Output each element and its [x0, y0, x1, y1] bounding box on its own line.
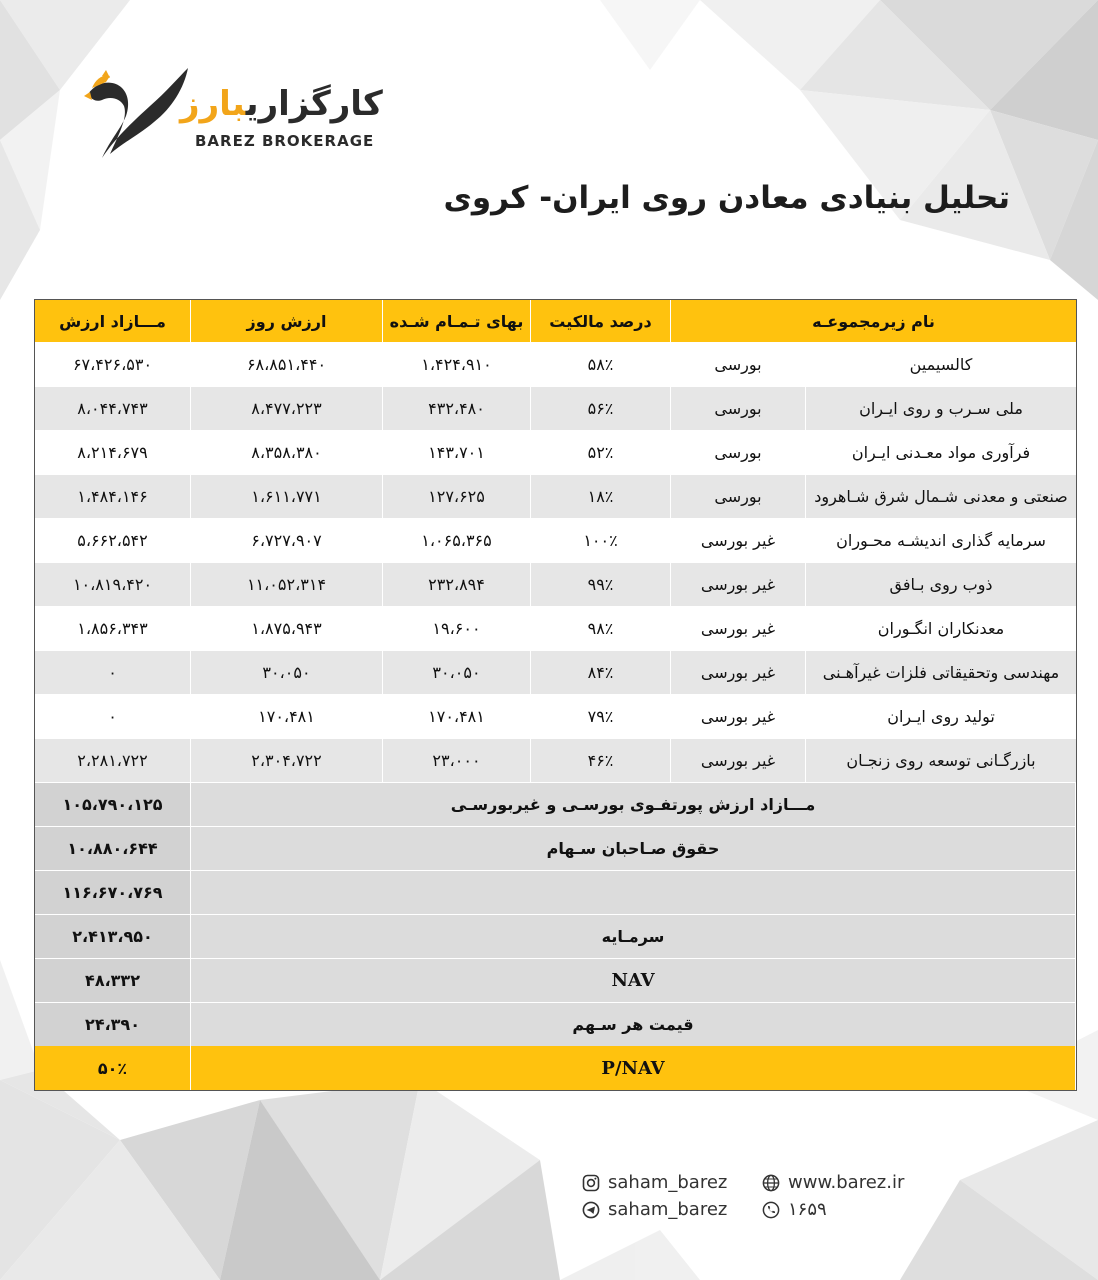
brand-name-fa-accent: بارز	[180, 84, 246, 124]
cell-cost: ۲۳۲،۸۹۴	[383, 563, 531, 606]
cell-day-value: ۱۱،۰۵۲،۳۱۴	[191, 563, 383, 606]
portfolio-surplus-row	[35, 782, 1076, 826]
cell-subsidiary-name: تولید روی ایـران	[887, 707, 995, 726]
cell-day-value: ۸،۴۷۷،۲۲۳	[191, 387, 383, 430]
cell-listing-type: غیر بورسی	[671, 739, 806, 782]
summary-value: ۱۱۶،۶۷۰،۷۶۹	[35, 871, 191, 914]
cell-surplus: ۶۷،۴۲۶،۵۳۰	[35, 343, 191, 386]
cell-day-value: ۱۷۰،۴۸۱	[191, 695, 383, 738]
cell-listing-type: غیر بورسی	[671, 519, 806, 562]
cell-subsidiary-name: فرآوری مواد معـدنی ایـران	[851, 443, 1031, 462]
nav-row	[35, 958, 1076, 1002]
cell-surplus: ۲،۲۸۱،۷۲۲	[35, 739, 191, 782]
table-row	[35, 562, 1076, 606]
instagram-handle: saham_barez	[608, 1172, 728, 1193]
cell-day-value: ۱،۶۱۱،۷۷۱	[191, 475, 383, 518]
summary-value: ۱۰۵،۷۹۰،۱۲۵	[35, 783, 191, 826]
cell-cost: ۱۷۰،۴۸۱	[383, 695, 531, 738]
table-row	[35, 386, 1076, 430]
equity-row	[35, 826, 1076, 870]
cell-listing-type: بورسی	[671, 343, 806, 386]
header-surplus: مـــازاد ارزش	[35, 300, 191, 342]
pnav-label: P/NAV	[191, 1046, 1076, 1090]
pnav-value: ۵۰٪	[35, 1046, 191, 1090]
cell-listing-type: غیر بورسی	[671, 651, 806, 694]
phone-icon	[762, 1201, 780, 1219]
table-header-row	[35, 300, 1076, 342]
summary-label: مـــازاد ارزش پورتفـوی بورسـی و غیربورسـی	[191, 783, 1076, 826]
eagle-logo-icon	[80, 66, 190, 162]
summary-value: ۲۴،۳۹۰	[35, 1003, 191, 1046]
cell-ownership: ۷۹٪	[531, 695, 671, 738]
cell-surplus: ۵،۶۶۲،۵۴۲	[35, 519, 191, 562]
cell-day-value: ۶۸،۸۵۱،۴۴۰	[191, 343, 383, 386]
cell-ownership: ۸۴٪	[531, 651, 671, 694]
portfolio-table	[34, 299, 1077, 1091]
cell-ownership: ۴۶٪	[531, 739, 671, 782]
brand-name-en: BAREZ BROKERAGE	[195, 132, 375, 150]
cell-cost: ۱،۰۶۵،۳۶۵	[383, 519, 531, 562]
cell-ownership: ۵۶٪	[531, 387, 671, 430]
cell-cost: ۱،۴۲۴،۹۱۰	[383, 343, 531, 386]
cell-cost: ۱۹،۶۰۰	[383, 607, 531, 650]
share-price-row	[35, 1002, 1076, 1046]
cell-day-value: ۲،۳۰۴،۷۲۲	[191, 739, 383, 782]
cell-surplus: ۸،۰۴۴،۷۴۳	[35, 387, 191, 430]
cell-listing-type: بورسی	[671, 431, 806, 474]
table-row	[35, 430, 1076, 474]
summary-value: ۱۰،۸۸۰،۶۴۴	[35, 827, 191, 870]
cell-surplus: ۰	[35, 651, 191, 694]
cell-ownership: ۵۸٪	[531, 343, 671, 386]
cell-day-value: ۱،۸۷۵،۹۴۳	[191, 607, 383, 650]
brand-logo	[80, 66, 390, 166]
summary-label: حقوق صـاحبان سـهام	[191, 827, 1076, 870]
table-row	[35, 518, 1076, 562]
summary-value: ۴۸،۳۳۲	[35, 959, 191, 1002]
total-row	[35, 870, 1076, 914]
cell-day-value: ۸،۳۵۸،۳۸۰	[191, 431, 383, 474]
cell-subsidiary-name: سرمایه گذاری اندیشـه محـوران	[836, 531, 1046, 550]
cell-cost: ۲۳،۰۰۰	[383, 739, 531, 782]
summary-label	[191, 871, 1076, 914]
globe-icon	[762, 1174, 780, 1192]
summary-label: قیمت هر سـهم	[191, 1003, 1076, 1046]
cell-day-value: ۳۰،۰۵۰	[191, 651, 383, 694]
cell-cost: ۳۰،۰۵۰	[383, 651, 531, 694]
cell-subsidiary-name: ذوب روی بـافق	[889, 575, 993, 594]
cell-surplus: ۱۰،۸۱۹،۴۲۰	[35, 563, 191, 606]
header-subsidiary	[671, 300, 1076, 342]
summary-label: NAV	[191, 959, 1076, 1002]
cell-listing-type: غیر بورسی	[671, 563, 806, 606]
header-cost: بهای تـمـام شـده	[383, 300, 531, 342]
cell-surplus: ۱،۸۵۶،۳۴۳	[35, 607, 191, 650]
cell-cost: ۱۲۷،۶۲۵	[383, 475, 531, 518]
summary-label: سرمـایه	[191, 915, 1076, 958]
cell-ownership: ۱۰۰٪	[531, 519, 671, 562]
cell-subsidiary-name: کالسیمین	[909, 355, 973, 374]
header-subsidiary-label: نام زیرمجموعـه	[812, 311, 935, 331]
cell-ownership: ۹۸٪	[531, 607, 671, 650]
cell-subsidiary-name: بازرگـانی توسعه روی زنجـان	[846, 751, 1036, 770]
table-row	[35, 650, 1076, 694]
pnav-row	[35, 1046, 1076, 1090]
table-row	[35, 342, 1076, 386]
table-row	[35, 694, 1076, 738]
cell-subsidiary-name: معدنکاران انگـوران	[877, 619, 1005, 638]
capital-row	[35, 914, 1076, 958]
summary-value: ۲،۴۱۳،۹۵۰	[35, 915, 191, 958]
telegram-handle: saham_barez	[608, 1199, 728, 1220]
cell-surplus: ۱،۴۸۴،۱۴۶	[35, 475, 191, 518]
cell-ownership: ۱۸٪	[531, 475, 671, 518]
cell-listing-type: بورسی	[671, 387, 806, 430]
cell-cost: ۴۳۲،۴۸۰	[383, 387, 531, 430]
cell-cost: ۱۴۳،۷۰۱	[383, 431, 531, 474]
contact-telegram[interactable]	[582, 1199, 727, 1220]
contact-phone[interactable]	[762, 1199, 827, 1220]
header-ownership: درصد مالکیت	[531, 300, 671, 342]
cell-surplus: ۸،۲۱۴،۶۷۹	[35, 431, 191, 474]
page-title: تحلیل بنیادی معادن روی ایران- کروی	[443, 180, 1010, 216]
cell-ownership: ۹۹٪	[531, 563, 671, 606]
cell-subsidiary-name: صنعتی و معدنی شـمال شرق شـاهرود	[814, 487, 1068, 506]
telegram-icon	[582, 1201, 600, 1219]
cell-listing-type: غیر بورسی	[671, 695, 806, 738]
table-row	[35, 606, 1076, 650]
brand-name-fa: کارگزاریبارز	[180, 84, 383, 124]
cell-listing-type: غیر بورسی	[671, 607, 806, 650]
website-url: www.barez.ir	[788, 1172, 905, 1193]
cell-subsidiary-name: ملی سـرب و روی ایـران	[859, 399, 1023, 418]
contact-website[interactable]	[762, 1172, 904, 1193]
cell-surplus: ۰	[35, 695, 191, 738]
instagram-icon	[582, 1174, 600, 1192]
phone-number: ۱۶۵۹	[788, 1199, 827, 1220]
cell-subsidiary-name: مهندسی وتحقیقاتی فلزات غیرآهـنی	[822, 663, 1060, 682]
table-row	[35, 738, 1076, 782]
cell-day-value: ۶،۷۲۷،۹۰۷	[191, 519, 383, 562]
cell-ownership: ۵۲٪	[531, 431, 671, 474]
cell-listing-type: بورسی	[671, 475, 806, 518]
contact-instagram[interactable]	[582, 1172, 727, 1193]
table-row	[35, 474, 1076, 518]
header-day-value: ارزش روز	[191, 300, 383, 342]
